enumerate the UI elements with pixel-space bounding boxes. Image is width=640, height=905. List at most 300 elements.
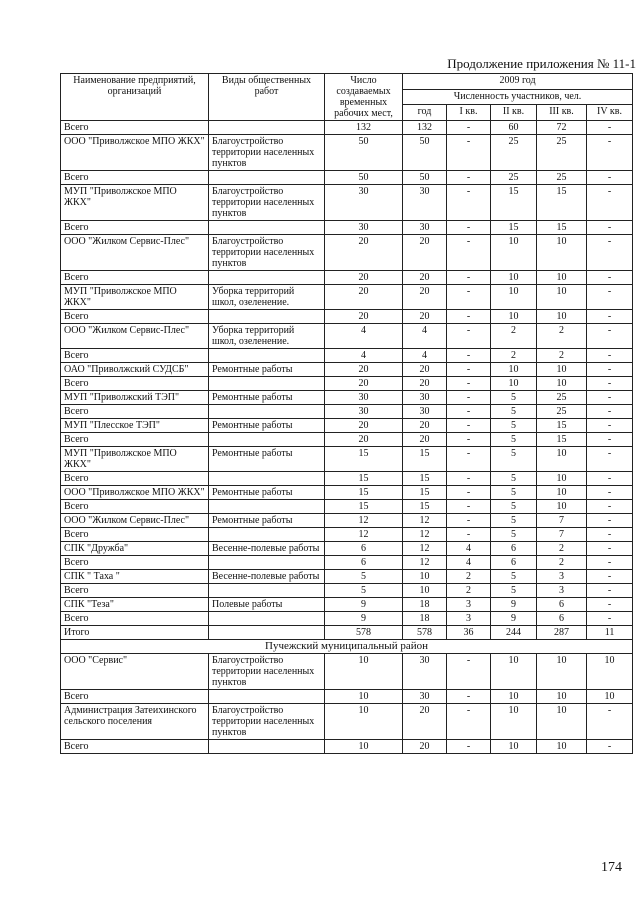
cell-q2: 10 bbox=[491, 704, 537, 740]
cell-q3: 2 bbox=[537, 324, 587, 349]
cell-year-total: 12 bbox=[403, 528, 447, 542]
cell-year-total: 20 bbox=[403, 704, 447, 740]
cell-jobs: 9 bbox=[325, 598, 403, 612]
cell-work-type bbox=[209, 500, 325, 514]
cell-year-total: 30 bbox=[403, 654, 447, 690]
table-row bbox=[61, 556, 633, 570]
cell-q4: - bbox=[587, 704, 633, 740]
cell-year-total: 20 bbox=[403, 285, 447, 310]
cell-q3: 10 bbox=[537, 310, 587, 324]
cell-q2: 5 bbox=[491, 433, 537, 447]
table-row bbox=[61, 514, 633, 528]
cell-q3: 10 bbox=[537, 690, 587, 704]
cell-q3: 10 bbox=[537, 704, 587, 740]
cell-q4: - bbox=[587, 171, 633, 185]
cell-q2: 10 bbox=[491, 271, 537, 285]
header-q2: II кв. bbox=[491, 105, 537, 121]
cell-q4: - bbox=[587, 235, 633, 271]
table-row bbox=[61, 391, 633, 405]
cell-q2: 9 bbox=[491, 612, 537, 626]
cell-work-type bbox=[209, 377, 325, 391]
cell-q3: 15 bbox=[537, 221, 587, 235]
cell-year-total: 12 bbox=[403, 514, 447, 528]
cell-q3: 10 bbox=[537, 472, 587, 486]
page-number: 174 bbox=[601, 860, 622, 875]
cell-q1: - bbox=[447, 121, 491, 135]
cell-work-type: Весенне-полевые работы bbox=[209, 542, 325, 556]
cell-work-type bbox=[209, 310, 325, 324]
cell-work-type: Уборка территорий школ, озеленение. bbox=[209, 324, 325, 349]
cell-work-type bbox=[209, 584, 325, 598]
cell-q1: 3 bbox=[447, 612, 491, 626]
cell-q2: 2 bbox=[491, 349, 537, 363]
cell-work-type bbox=[209, 740, 325, 754]
cell-jobs: 578 bbox=[325, 626, 403, 640]
cell-q1: - bbox=[447, 514, 491, 528]
cell-q1: - bbox=[447, 221, 491, 235]
cell-jobs: 20 bbox=[325, 377, 403, 391]
cell-q1: - bbox=[447, 377, 491, 391]
cell-q1: - bbox=[447, 447, 491, 472]
cell-work-type: Ремонтные работы bbox=[209, 514, 325, 528]
cell-jobs: 30 bbox=[325, 185, 403, 221]
cell-jobs: 20 bbox=[325, 433, 403, 447]
cell-work-type: Ремонтные работы bbox=[209, 447, 325, 472]
cell-q4: - bbox=[587, 584, 633, 598]
cell-year-total: 30 bbox=[403, 405, 447, 419]
cell-q3: 2 bbox=[537, 556, 587, 570]
cell-q2: 6 bbox=[491, 542, 537, 556]
cell-work-type bbox=[209, 626, 325, 640]
cell-q1: - bbox=[447, 500, 491, 514]
cell-year-total: 20 bbox=[403, 377, 447, 391]
cell-org: МУП "Приволжское МПО ЖКХ" bbox=[61, 185, 209, 221]
cell-q1: - bbox=[447, 486, 491, 500]
cell-org: Всего bbox=[61, 377, 209, 391]
cell-q3: 10 bbox=[537, 285, 587, 310]
cell-q2: 5 bbox=[491, 500, 537, 514]
cell-jobs: 15 bbox=[325, 486, 403, 500]
cell-year-total: 18 bbox=[403, 598, 447, 612]
table-row bbox=[61, 598, 633, 612]
cell-q3: 15 bbox=[537, 433, 587, 447]
cell-jobs: 20 bbox=[325, 271, 403, 285]
cell-year-total: 30 bbox=[403, 690, 447, 704]
cell-work-type bbox=[209, 690, 325, 704]
cell-year-total: 10 bbox=[403, 584, 447, 598]
cell-q4: - bbox=[587, 514, 633, 528]
table-row bbox=[61, 740, 633, 754]
cell-work-type bbox=[209, 405, 325, 419]
header-q1: I кв. bbox=[447, 105, 491, 121]
cell-jobs: 5 bbox=[325, 570, 403, 584]
cell-jobs: 30 bbox=[325, 405, 403, 419]
header-q3: III кв. bbox=[537, 105, 587, 121]
cell-q1: - bbox=[447, 419, 491, 433]
cell-work-type: Благоустройство территории населенных пунктов bbox=[209, 185, 325, 221]
cell-jobs: 50 bbox=[325, 171, 403, 185]
cell-q2: 6 bbox=[491, 556, 537, 570]
cell-work-type bbox=[209, 528, 325, 542]
cell-jobs: 132 bbox=[325, 121, 403, 135]
cell-q3: 10 bbox=[537, 271, 587, 285]
table-row bbox=[61, 405, 633, 419]
cell-q2: 10 bbox=[491, 285, 537, 310]
cell-work-type bbox=[209, 121, 325, 135]
cell-q3: 6 bbox=[537, 612, 587, 626]
cell-q3: 3 bbox=[537, 584, 587, 598]
table-row bbox=[61, 433, 633, 447]
cell-q4: - bbox=[587, 472, 633, 486]
cell-work-type: Благоустройство территории населенных пунктов bbox=[209, 135, 325, 171]
cell-work-type: Ремонтные работы bbox=[209, 419, 325, 433]
cell-year-total: 15 bbox=[403, 486, 447, 500]
cell-org: МУП "Приволжский ТЭП" bbox=[61, 391, 209, 405]
cell-q4: - bbox=[587, 500, 633, 514]
header-q4: IV кв. bbox=[587, 105, 633, 121]
table-row bbox=[61, 500, 633, 514]
cell-org: ООО "Жилком Сервис-Плес" bbox=[61, 514, 209, 528]
cell-q2: 5 bbox=[491, 419, 537, 433]
cell-q1: - bbox=[447, 433, 491, 447]
cell-year-total: 50 bbox=[403, 171, 447, 185]
table-row bbox=[61, 528, 633, 542]
cell-q4: - bbox=[587, 135, 633, 171]
table-row bbox=[61, 447, 633, 472]
cell-q1: - bbox=[447, 391, 491, 405]
cell-year-total: 50 bbox=[403, 135, 447, 171]
cell-q1: - bbox=[447, 528, 491, 542]
table-row bbox=[61, 612, 633, 626]
cell-org: Администрация Затеихинского сельского поселения bbox=[61, 704, 209, 740]
cell-org: Всего bbox=[61, 405, 209, 419]
table-row bbox=[61, 221, 633, 235]
cell-q1: - bbox=[447, 135, 491, 171]
header-org: Наименование предприятий, организаций bbox=[61, 74, 209, 121]
cell-year-total: 15 bbox=[403, 447, 447, 472]
cell-year-total: 132 bbox=[403, 121, 447, 135]
header-jobs: Число создаваемых временных рабочих мест, bbox=[325, 74, 403, 121]
cell-jobs: 30 bbox=[325, 391, 403, 405]
cell-org: МУП "Приволжское МПО ЖКХ" bbox=[61, 285, 209, 310]
cell-jobs: 12 bbox=[325, 514, 403, 528]
cell-work-type bbox=[209, 221, 325, 235]
cell-year-total: 20 bbox=[403, 419, 447, 433]
cell-jobs: 10 bbox=[325, 654, 403, 690]
cell-q2: 10 bbox=[491, 363, 537, 377]
cell-org: Всего bbox=[61, 528, 209, 542]
participants-table bbox=[60, 73, 633, 754]
cell-jobs: 4 bbox=[325, 349, 403, 363]
cell-org: Всего bbox=[61, 472, 209, 486]
table-row bbox=[61, 570, 633, 584]
cell-q4: - bbox=[587, 363, 633, 377]
cell-year-total: 15 bbox=[403, 472, 447, 486]
cell-work-type: Благоустройство территории населенных пунктов bbox=[209, 704, 325, 740]
cell-q4: - bbox=[587, 598, 633, 612]
cell-q4: - bbox=[587, 528, 633, 542]
cell-org: Всего bbox=[61, 310, 209, 324]
cell-org: СПК "Теза" bbox=[61, 598, 209, 612]
cell-org: Всего bbox=[61, 690, 209, 704]
cell-jobs: 20 bbox=[325, 419, 403, 433]
cell-org: ООО "Приволжское МПО ЖКХ" bbox=[61, 486, 209, 500]
cell-work-type bbox=[209, 171, 325, 185]
cell-q4: - bbox=[587, 556, 633, 570]
cell-year-total: 4 bbox=[403, 349, 447, 363]
cell-q3: 7 bbox=[537, 514, 587, 528]
cell-q2: 10 bbox=[491, 740, 537, 754]
cell-q3: 15 bbox=[537, 185, 587, 221]
table-row bbox=[61, 654, 633, 690]
cell-jobs: 6 bbox=[325, 542, 403, 556]
cell-jobs: 20 bbox=[325, 235, 403, 271]
header-work-type: Виды общественных работ bbox=[209, 74, 325, 121]
cell-jobs: 50 bbox=[325, 135, 403, 171]
cell-work-type: Ремонтные работы bbox=[209, 486, 325, 500]
cell-q3: 2 bbox=[537, 542, 587, 556]
table-row bbox=[61, 542, 633, 556]
table-row bbox=[61, 310, 633, 324]
table-row bbox=[61, 690, 633, 704]
cell-org: Всего bbox=[61, 556, 209, 570]
cell-q4: - bbox=[587, 570, 633, 584]
cell-q3: 15 bbox=[537, 419, 587, 433]
cell-year-total: 30 bbox=[403, 185, 447, 221]
cell-year-total: 30 bbox=[403, 391, 447, 405]
table-row bbox=[61, 324, 633, 349]
cell-jobs: 12 bbox=[325, 528, 403, 542]
cell-work-type bbox=[209, 556, 325, 570]
table-row bbox=[61, 704, 633, 740]
cell-year-total: 12 bbox=[403, 556, 447, 570]
cell-work-type: Ремонтные работы bbox=[209, 363, 325, 377]
cell-q4: 10 bbox=[587, 654, 633, 690]
cell-q2: 5 bbox=[491, 584, 537, 598]
cell-jobs: 15 bbox=[325, 472, 403, 486]
table-row bbox=[61, 472, 633, 486]
cell-jobs: 20 bbox=[325, 363, 403, 377]
cell-q2: 5 bbox=[491, 570, 537, 584]
cell-q1: - bbox=[447, 740, 491, 754]
cell-q2: 25 bbox=[491, 135, 537, 171]
cell-q3: 3 bbox=[537, 570, 587, 584]
cell-q3: 25 bbox=[537, 135, 587, 171]
table-row bbox=[61, 135, 633, 171]
cell-q1: - bbox=[447, 235, 491, 271]
cell-jobs: 30 bbox=[325, 221, 403, 235]
table-row bbox=[61, 486, 633, 500]
cell-org: СПК " Таха " bbox=[61, 570, 209, 584]
cell-q4: 11 bbox=[587, 626, 633, 640]
cell-jobs: 4 bbox=[325, 324, 403, 349]
cell-q2: 10 bbox=[491, 690, 537, 704]
table-row bbox=[61, 285, 633, 310]
cell-q3: 10 bbox=[537, 740, 587, 754]
cell-q2: 244 bbox=[491, 626, 537, 640]
cell-jobs: 10 bbox=[325, 740, 403, 754]
cell-q1: 3 bbox=[447, 598, 491, 612]
cell-year-total: 4 bbox=[403, 324, 447, 349]
cell-q3: 25 bbox=[537, 171, 587, 185]
cell-jobs: 15 bbox=[325, 500, 403, 514]
cell-q4: - bbox=[587, 612, 633, 626]
cell-q4: - bbox=[587, 121, 633, 135]
cell-q4: - bbox=[587, 185, 633, 221]
table-row bbox=[61, 349, 633, 363]
cell-q1: 4 bbox=[447, 556, 491, 570]
cell-year-total: 20 bbox=[403, 271, 447, 285]
cell-q2: 10 bbox=[491, 377, 537, 391]
cell-org: ООО "Жилком Сервис-Плес" bbox=[61, 324, 209, 349]
table-row bbox=[61, 235, 633, 271]
table-row bbox=[61, 363, 633, 377]
cell-q3: 10 bbox=[537, 654, 587, 690]
cell-org: Всего bbox=[61, 349, 209, 363]
cell-jobs: 10 bbox=[325, 690, 403, 704]
cell-q1: - bbox=[447, 185, 491, 221]
cell-q3: 10 bbox=[537, 363, 587, 377]
cell-q3: 10 bbox=[537, 447, 587, 472]
cell-q4: - bbox=[587, 391, 633, 405]
cell-work-type: Весенне-полевые работы bbox=[209, 570, 325, 584]
table-row bbox=[61, 626, 633, 640]
cell-q4: - bbox=[587, 349, 633, 363]
cell-q1: - bbox=[447, 285, 491, 310]
cell-year-total: 18 bbox=[403, 612, 447, 626]
cell-q3: 10 bbox=[537, 500, 587, 514]
cell-q2: 15 bbox=[491, 185, 537, 221]
cell-q3: 287 bbox=[537, 626, 587, 640]
cell-q4: - bbox=[587, 542, 633, 556]
cell-q2: 10 bbox=[491, 654, 537, 690]
cell-work-type: Полевые работы bbox=[209, 598, 325, 612]
cell-q4: - bbox=[587, 377, 633, 391]
cell-q4: - bbox=[587, 271, 633, 285]
cell-work-type bbox=[209, 472, 325, 486]
cell-year-total: 20 bbox=[403, 310, 447, 324]
cell-q1: - bbox=[447, 472, 491, 486]
cell-org: Всего bbox=[61, 584, 209, 598]
cell-q3: 10 bbox=[537, 377, 587, 391]
cell-org: Всего bbox=[61, 171, 209, 185]
cell-work-type bbox=[209, 433, 325, 447]
cell-org: Итого bbox=[61, 626, 209, 640]
cell-q3: 25 bbox=[537, 405, 587, 419]
cell-q1: - bbox=[447, 171, 491, 185]
cell-q4: - bbox=[587, 433, 633, 447]
cell-q4: - bbox=[587, 419, 633, 433]
table-row bbox=[61, 185, 633, 221]
cell-year-total: 30 bbox=[403, 221, 447, 235]
cell-q1: - bbox=[447, 363, 491, 377]
cell-year-total: 20 bbox=[403, 433, 447, 447]
cell-org: Всего bbox=[61, 612, 209, 626]
table-row bbox=[61, 171, 633, 185]
cell-year-total: 20 bbox=[403, 740, 447, 754]
table-row bbox=[61, 121, 633, 135]
cell-jobs: 20 bbox=[325, 310, 403, 324]
cell-org: Всего bbox=[61, 221, 209, 235]
cell-org: СПК "Дружба" bbox=[61, 542, 209, 556]
cell-q4: - bbox=[587, 405, 633, 419]
cell-jobs: 6 bbox=[325, 556, 403, 570]
cell-year-total: 12 bbox=[403, 542, 447, 556]
cell-q3: 25 bbox=[537, 391, 587, 405]
cell-org: МУП "Приволжское МПО ЖКХ" bbox=[61, 447, 209, 472]
cell-q4: - bbox=[587, 486, 633, 500]
cell-q1: - bbox=[447, 654, 491, 690]
cell-org: Всего bbox=[61, 121, 209, 135]
table-body bbox=[61, 121, 633, 754]
cell-year-total: 10 bbox=[403, 570, 447, 584]
cell-year-total: 578 bbox=[403, 626, 447, 640]
cell-q2: 10 bbox=[491, 310, 537, 324]
header-year: 2009 год bbox=[403, 74, 633, 90]
cell-q4: 10 bbox=[587, 690, 633, 704]
cell-q2: 25 bbox=[491, 171, 537, 185]
cell-q1: 4 bbox=[447, 542, 491, 556]
cell-q2: 10 bbox=[491, 235, 537, 271]
cell-org: ООО "Сервис" bbox=[61, 654, 209, 690]
cell-q1: - bbox=[447, 324, 491, 349]
cell-q4: - bbox=[587, 310, 633, 324]
table-row bbox=[61, 377, 633, 391]
table-row bbox=[61, 584, 633, 598]
cell-work-type bbox=[209, 271, 325, 285]
cell-q3: 72 bbox=[537, 121, 587, 135]
cell-org: Всего bbox=[61, 740, 209, 754]
cell-org: Всего bbox=[61, 500, 209, 514]
cell-q2: 5 bbox=[491, 528, 537, 542]
cell-q4: - bbox=[587, 740, 633, 754]
cell-work-type: Благоустройство территории населенных пунктов bbox=[209, 235, 325, 271]
cell-q2: 15 bbox=[491, 221, 537, 235]
cell-q4: - bbox=[587, 324, 633, 349]
cell-work-type bbox=[209, 349, 325, 363]
cell-q1: - bbox=[447, 349, 491, 363]
cell-q3: 7 bbox=[537, 528, 587, 542]
cell-jobs: 9 bbox=[325, 612, 403, 626]
cell-jobs: 15 bbox=[325, 447, 403, 472]
cell-q1: 2 bbox=[447, 570, 491, 584]
cell-org: ООО "Жилком Сервис-Плес" bbox=[61, 235, 209, 271]
cell-work-type: Уборка территорий школ, озеленение. bbox=[209, 285, 325, 310]
cell-jobs: 10 bbox=[325, 704, 403, 740]
cell-q2: 9 bbox=[491, 598, 537, 612]
cell-org: МУП "Плесское ТЭП" bbox=[61, 419, 209, 433]
cell-q4: - bbox=[587, 285, 633, 310]
cell-q2: 5 bbox=[491, 514, 537, 528]
cell-work-type: Ремонтные работы bbox=[209, 391, 325, 405]
cell-work-type bbox=[209, 612, 325, 626]
cell-q2: 5 bbox=[491, 405, 537, 419]
cell-q3: 2 bbox=[537, 349, 587, 363]
cell-year-total: 15 bbox=[403, 500, 447, 514]
header-participants: Численность участников, чел. bbox=[403, 89, 633, 105]
cell-jobs: 5 bbox=[325, 584, 403, 598]
cell-q2: 5 bbox=[491, 472, 537, 486]
cell-q2: 5 bbox=[491, 447, 537, 472]
cell-q2: 2 bbox=[491, 324, 537, 349]
section-title: Пучежский муниципальный район bbox=[61, 640, 633, 654]
cell-q3: 10 bbox=[537, 235, 587, 271]
cell-q1: - bbox=[447, 704, 491, 740]
cell-year-total: 20 bbox=[403, 235, 447, 271]
cell-q1: 2 bbox=[447, 584, 491, 598]
page-caption: Продолжение приложения № 11-1 bbox=[447, 56, 636, 71]
cell-org: Всего bbox=[61, 433, 209, 447]
